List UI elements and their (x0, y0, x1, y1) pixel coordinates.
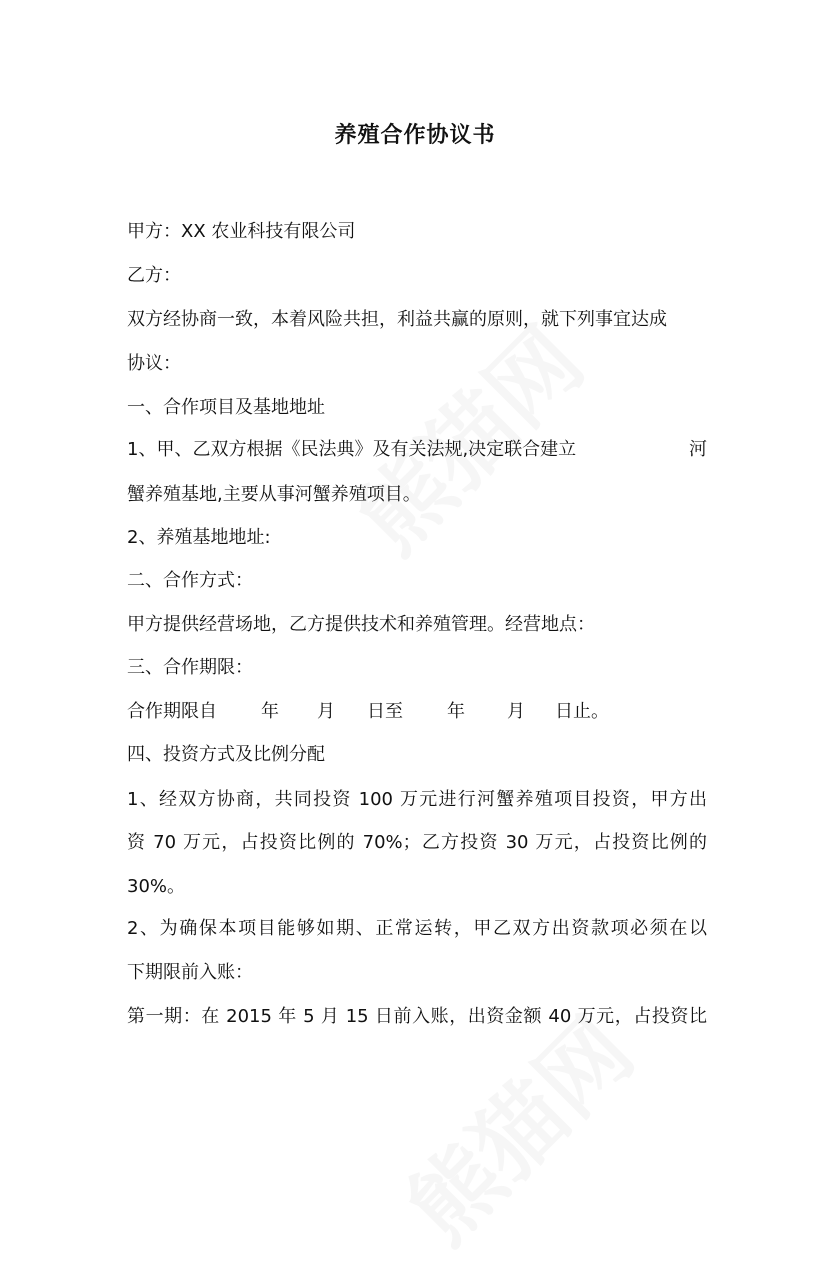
party-b-line: 乙方： (127, 265, 181, 286)
section2-heading: 二、合作方式： (127, 570, 253, 591)
section4-heading: 四、投资方式及比例分配 (127, 744, 325, 765)
term-line (127, 698, 707, 726)
document-title: 养殖合作协议书 (334, 123, 496, 148)
term-day-end: 日止。 (555, 701, 609, 722)
section4-item1-line3: 30%。 (127, 876, 186, 897)
section4-item1-line1: 1、经双方协商，共同投资 100 万元进行河蟹养殖项目投资，甲方出 (127, 789, 707, 810)
party-a-line: 甲方：XX 农业科技有限公司 (127, 221, 356, 242)
intro-line-2: 协议： (127, 353, 181, 374)
term-prefix: 合作期限自 (127, 701, 217, 722)
section1-item1-trailing-char: 河 (689, 439, 707, 460)
section1-item1-text: 1、甲、乙双方根据《民法典》及有关法规,决定联合建立 (127, 439, 577, 460)
section1-item1-line1 (127, 436, 707, 464)
term-year: 年 (261, 701, 279, 722)
term-month2: 月 (507, 701, 525, 722)
section4-item2-line2: 下期限前入账： (127, 962, 253, 983)
term-year2: 年 (447, 701, 465, 722)
intro-line-1: 双方经协商一致，本着风险共担，利益共赢的原则，就下列事宜达成 (127, 309, 667, 330)
section3-heading: 三、合作期限： (127, 657, 253, 678)
section1-item1-line2: 蟹养殖基地,主要从事河蟹养殖项目。 (127, 484, 421, 505)
section4-item2-line1: 2、为确保本项目能够如期、正常运转，甲乙双方出资款项必须在以 (127, 918, 707, 939)
section2-text: 甲方提供经营场地，乙方提供技术和养殖管理。经营地点： (127, 614, 595, 635)
section4-item1-line2: 资 70 万元，占投资比例的 70%；乙方投资 30 万元，占投资比例的 (127, 832, 707, 853)
section4-phase1: 第一期：在 2015 年 5 月 15 日前入账，出资金额 40 万元，占投资比 (127, 1006, 707, 1027)
section1-heading: 一、合作项目及基地地址 (127, 397, 325, 418)
term-day-to: 日至 (367, 701, 403, 722)
term-month: 月 (317, 701, 335, 722)
section1-item2: 2、养殖基地地址: (127, 527, 271, 548)
